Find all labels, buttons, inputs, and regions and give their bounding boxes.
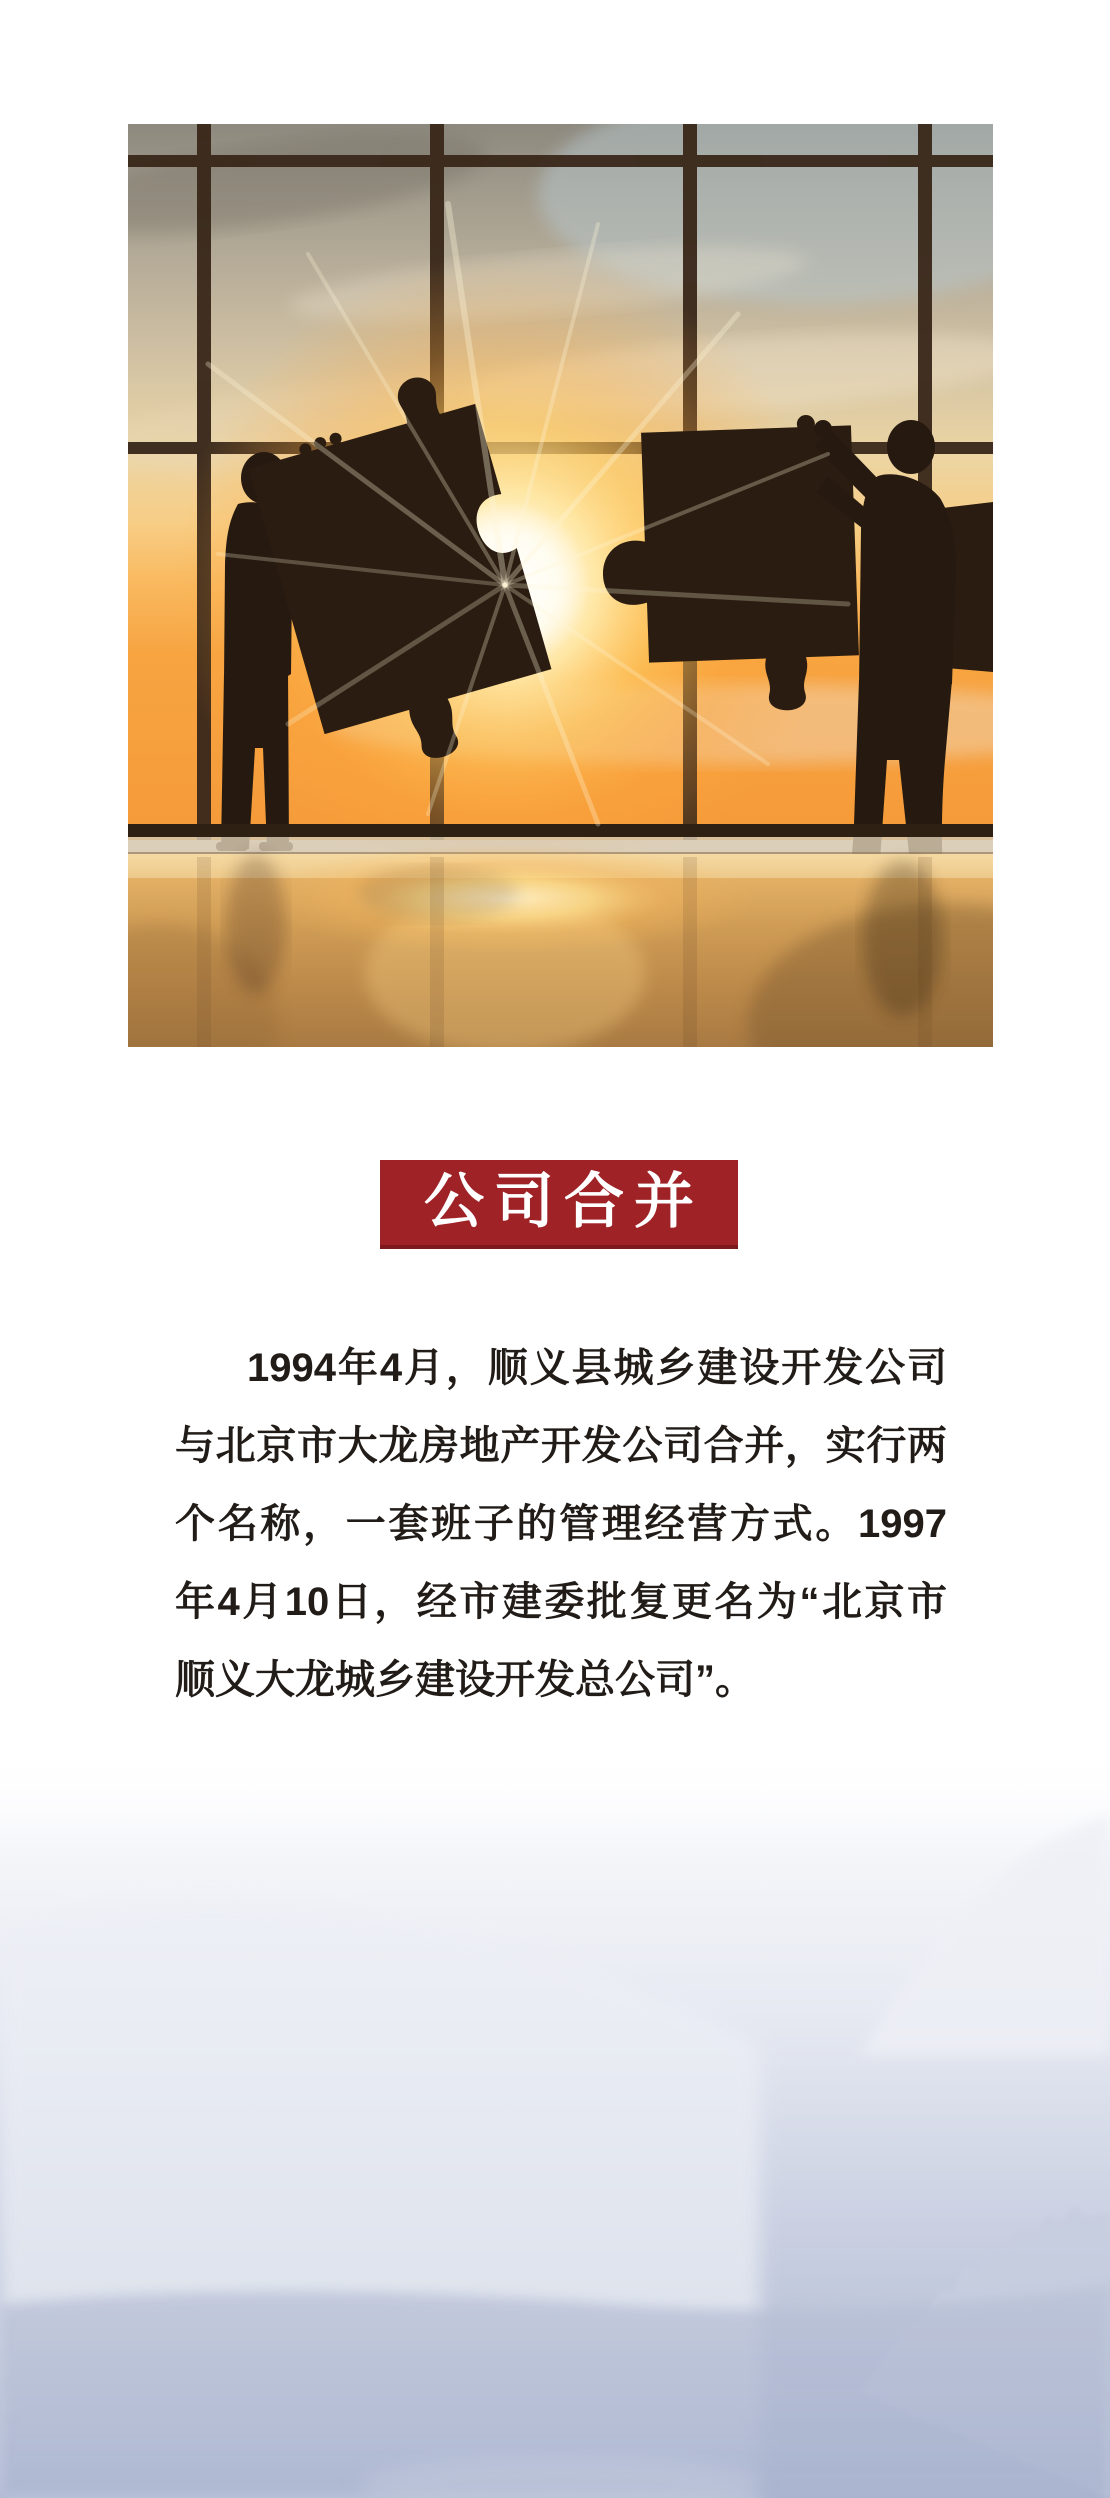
paragraph-line: 个名称，一套班子的管理经营方式。1997 [175,1502,947,1546]
footer-background [0,1745,1110,2498]
hero-photo-graphic [128,124,993,1047]
paragraph-line: 1994年4月，顺义县城乡建设开发公司 [247,1346,947,1390]
section-title: 公司合并 [424,1169,704,1235]
section-title-banner [380,1160,738,1249]
paragraph-line: 顺义大龙城乡建设开发总公司”。 [175,1658,755,1702]
hero-photo [128,124,993,1047]
mountain-mist-graphic [0,1745,1110,2498]
body-paragraph [175,1329,947,1719]
reflective-floor [128,844,993,1047]
paragraph-line: 与北京市大龙房地产开发公司合并，实行两 [175,1424,947,1468]
paragraph-line: 年4月10日，经市建委批复更名为“北京市 [175,1580,947,1624]
